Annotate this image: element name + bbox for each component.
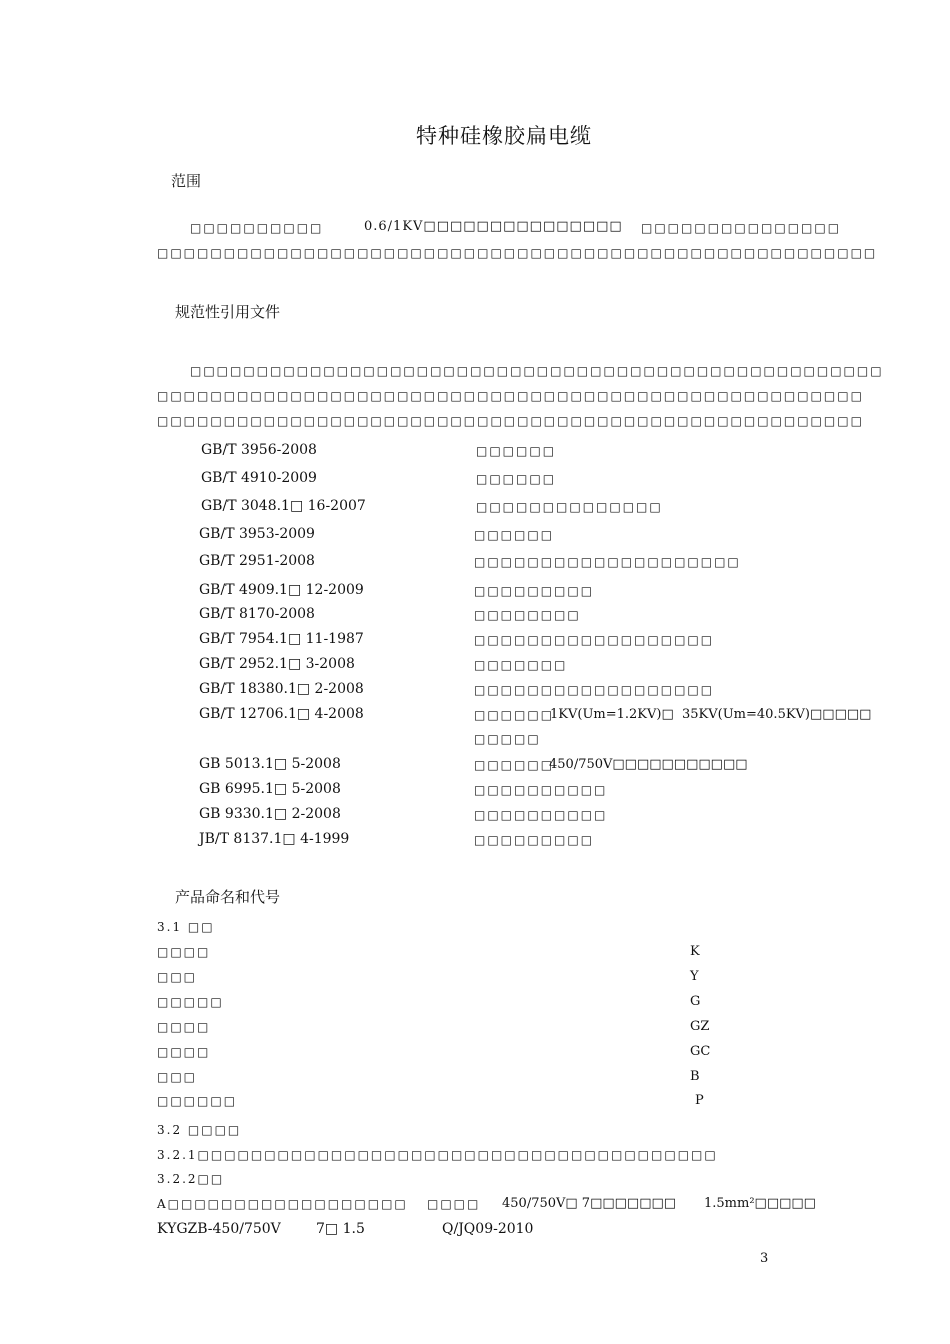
- page-number: 3: [760, 1251, 769, 1266]
- code-name: □□□□: [157, 945, 211, 959]
- reference-title: □□□□□□□: [474, 658, 568, 672]
- reference-title: □□□□□□□□□□□□□□□□□□: [474, 683, 715, 697]
- reference-code: GB/T 18380.1□ 2-2008: [199, 681, 364, 697]
- references-para-line2: □□□□□□□□□□□□□□□□□□□□□□□□□□□□□□□□□□□□□□□□□□□□□□□□□□□□□: [157, 389, 864, 403]
- reference-title: □□□□□□□□□: [474, 833, 595, 847]
- code-name: □□□□: [157, 1045, 211, 1059]
- reference-code: GB/T 12706.1□ 4-2008: [199, 706, 364, 722]
- subsection-3-2-1: 3.2.1□□□□□□□□□□□□□□□□□□□□□□□□□□□□□□□□□□□□□□□: [157, 1148, 718, 1162]
- code-name: □□□: [157, 970, 198, 984]
- reference-title: □□□□□□□□□□□□□□□□□□□□: [474, 555, 741, 569]
- reference-code: GB/T 3048.1□ 16-2007: [201, 498, 366, 514]
- section-heading-references: 规范性引用文件: [175, 303, 281, 321]
- example-text-a: A□□□□□□□□□□□□□□□□□□: [157, 1197, 408, 1211]
- reference-code: GB 5013.1□ 5-2008: [199, 756, 341, 772]
- references-para-line1: □□□□□□□□□□□□□□□□□□□□□□□□□□□□□□□□□□□□□□□□□□□□□□□□□□□□: [190, 364, 884, 378]
- code-value: GZ: [690, 1019, 710, 1034]
- reference-code: GB/T 7954.1□ 11-1987: [199, 631, 364, 647]
- reference-code: GB/T 4910-2009: [201, 470, 317, 486]
- example-text-b: □□□□: [427, 1197, 481, 1211]
- reference-code: GB/T 4909.1□ 12-2009: [199, 582, 364, 598]
- reference-code: GB/T 3956-2008: [201, 442, 317, 458]
- reference-title-voltage: 1KV(Um=1.2KV)□: [550, 707, 674, 722]
- reference-code: GB/T 3953-2009: [199, 526, 315, 542]
- model-designation: KYGZB-450/750V: [157, 1221, 281, 1237]
- section-heading-naming: 产品命名和代号: [175, 888, 281, 906]
- section-heading-scope: 范围: [171, 172, 202, 190]
- reference-title: □□□□□□□□□□: [474, 808, 608, 822]
- reference-code: GB/T 8170-2008: [199, 606, 315, 622]
- reference-title-line2: □□□□□: [474, 732, 541, 746]
- references-para-line3: □□□□□□□□□□□□□□□□□□□□□□□□□□□□□□□□□□□□□□□□□□□□□□□□□□□□□: [157, 414, 864, 428]
- reference-title: □□□□□□□□□□: [474, 783, 608, 797]
- reference-title: □□□□□□: [474, 528, 555, 542]
- example-text-c: 450/750V□ 7□□□□□□□: [502, 1196, 677, 1211]
- model-spec: 7□ 1.5: [316, 1221, 365, 1237]
- code-value: B: [690, 1069, 700, 1084]
- reference-title-voltage: 450/750V□□□□□□□□□□□: [549, 757, 748, 772]
- code-value: G: [690, 994, 701, 1009]
- reference-title: □□□□□□□□□: [474, 584, 595, 598]
- reference-code: JB/T 8137.1□ 4-1999: [199, 831, 350, 847]
- scope-text-c: □□□□□□□□□□□□□□□: [641, 221, 842, 235]
- reference-code: GB/T 2952.1□ 3-2008: [199, 656, 355, 672]
- code-name: □□□□□□: [157, 1094, 238, 1108]
- reference-title: □□□□□□: [474, 758, 555, 772]
- code-value: K: [690, 944, 700, 959]
- scope-text-a: □□□□□□□□□□: [190, 221, 324, 235]
- reference-code: GB 9330.1□ 2-2008: [199, 806, 341, 822]
- code-name: □□□□□: [157, 995, 224, 1009]
- page-title: 特种硅橡胶扁电缆: [416, 124, 592, 148]
- reference-title: □□□□□□: [476, 444, 557, 458]
- reference-title: □□□□□□: [476, 472, 557, 486]
- code-value: Y: [690, 969, 699, 984]
- subsection-3-2: 3.2 □□□□: [157, 1123, 242, 1137]
- reference-code: GB/T 2951-2008: [199, 553, 315, 569]
- scope-text-b: 0.6/1KV□□□□□□□□□□□□□□□: [364, 219, 623, 234]
- code-name: □□□□: [157, 1020, 211, 1034]
- reference-title: □□□□□□: [474, 708, 555, 722]
- model-standard: Q/JQ09-2010: [442, 1221, 534, 1237]
- example-text-d: 1.5mm²□□□□□: [704, 1196, 816, 1211]
- code-name: □□□: [157, 1070, 198, 1084]
- reference-title: □□□□□□□□□□□□□□: [476, 500, 663, 514]
- subsection-3-2-2: 3.2.2□□: [157, 1172, 225, 1186]
- reference-title: □□□□□□□□: [474, 608, 581, 622]
- reference-title: □□□□□□□□□□□□□□□□□□: [474, 633, 715, 647]
- subsection-3-1: 3.1 □□: [157, 920, 215, 934]
- reference-title-voltage-tail: 35KV(Um=40.5KV)□□□□□: [682, 707, 872, 722]
- reference-code: GB 6995.1□ 5-2008: [199, 781, 341, 797]
- code-value: GC: [690, 1044, 711, 1059]
- code-value: P: [695, 1093, 704, 1108]
- scope-text-line2: □□□□□□□□□□□□□□□□□□□□□□□□□□□□□□□□□□□□□□□□□□□□□□□□□□□□□□: [157, 246, 878, 260]
